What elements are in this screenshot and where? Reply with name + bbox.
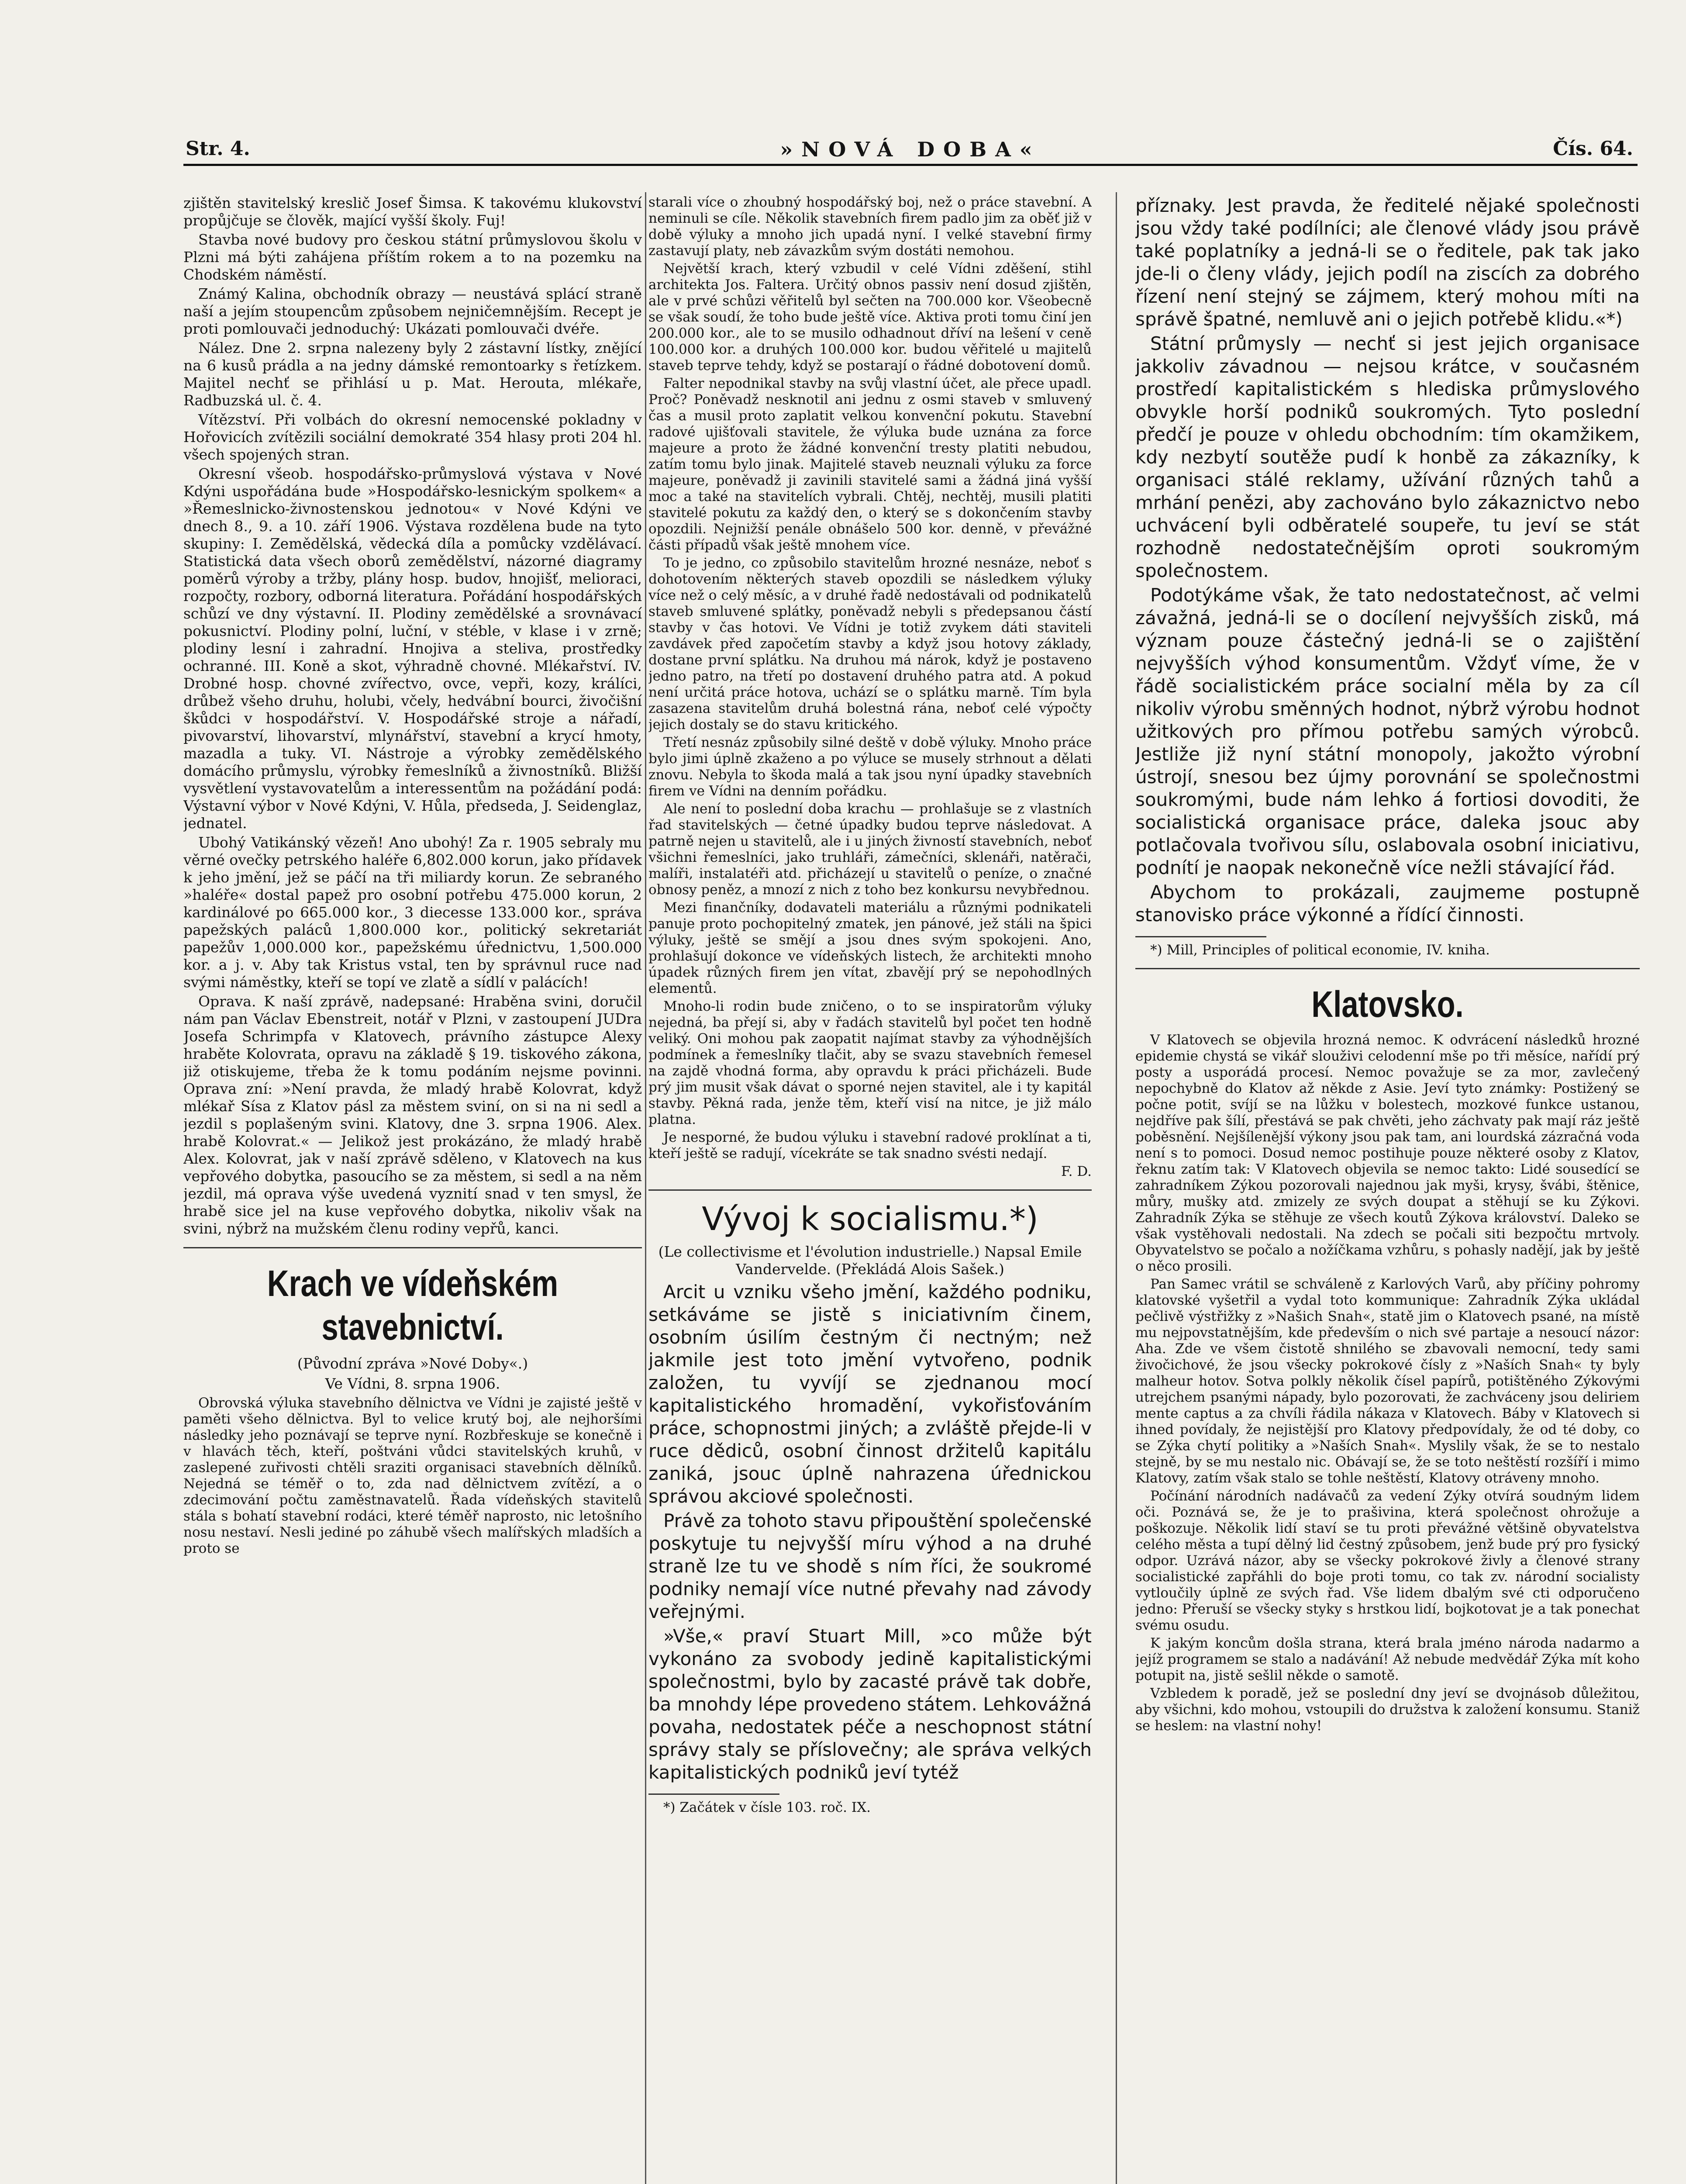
article-paragraph: Falter nepodnikal stavby na svůj vlastní účet, ale přece upadl. Proč? Poněvadž nesknotil ani jednu z osmi staveb v smluvený čas a musil proto zaplatit velkou konvenční pokutu. Stavební radové ujišťovali stavitele, že výluka bude uznána za force majeure a proto že žádné konvenční tresty platiti nebudou, zatím tomu bylo jinak. Majitelé staveb neuznali výluku za force majeure, poněvadž ji zavinili stavitelé sami a žádná jiná vyšší moc a také na stavitelích vybrali. Chtěj, nechtěj, musili platiti stavitelé pokutu za každý den, o který se s dokončením stavby opozdili. Nejnižší penále obnášelo 500 kor. denně, v převážné části případů však ještě mnohem více. (648, 376, 1092, 553)
news-item: Vzbledem k poradě, jež se poslední dny jeví se dvojnásob důležitou, aby všichni, kdo mohou, vstoupili do družstva k založení konsumu. Staniž se heslem: na vlastní nohy! (1135, 1686, 1640, 1734)
column-rule (645, 192, 646, 2184)
article-heading: Krach ve vídeňském stavebnictví. (267, 1263, 559, 1348)
news-item: Známý Kalina, obchodník obrazy — neustává splácí straně naší a jejím stoupencům způsobem nejničemnějším. Recept je proti pomlouvači jednoduchý: Ukázati pomlouvači dvéře. (183, 285, 642, 337)
news-item: K jakým koncům došla strana, která brala jméno národa nadarmo a jejíž programem se stalo a nadávání! Až nebude medvědář Zýka mít koho potupit na, jistě sešlil někde o samotě. (1135, 1635, 1640, 1683)
page-number: Str. 4. (186, 138, 250, 160)
article-paragraph: Arcit u vzniku všeho jmění, každého podniku, setkáváme se jistě s iniciativním činem, osobním úsilím čestným či nectným; než jakmile jest toto jmění vytvořeno, podnik založen, tu vyvíjí se zjednanou mocí kapitalistického hromadění, vykořisťováním práce, schopnostmi jiných; a zvláště přejde-li v ruce dědiců, osobní činnost držitelů kapitálu zaniká, jsouc úplně nahrazena úřednickou správou akciové společnosti. (648, 1281, 1092, 1507)
article-paragraph: Třetí nesnáz způsobily silné deště v době výluky. Mnoho práce bylo jimi úplně zkaženo a po výluce se musely strhnout a dělati znovu. Nebyla to škoda malá a tak jsou nyní úpadky stavebních firem ve Vídni na denním pořádku. (648, 735, 1092, 799)
news-item: V Klatovech se objevila hrozná nemoc. K odvrácení následků hrozné epidemie chystá se vikář slouživi celodenní mše po tři měsíce, nařídí prý posty a usporádá procesí. Nemoc považuje se za mor, zavlečený nepochybně do Klatov až někde z Asie. Jeví tyto známky: Postižený se počne potit, svíjí se na lůžku v bolestech, mozkové funkce ustanou, nejdříve pak šílí, přestává se pak chvěti, jeho záchvaty pak mají ráz ještě poběsnění. Nejšílenější výkony jsou pak tam, ani lourdská zázračná voda není s to pomoci. Dosud nemoc postihuje pouze některé osoby z Klatov, řeknu zatím tak: V Klatovech objevila se nemoc takto: Lidé sousedící se zahradníkem Zýkou pozorovali najednou jak myši, krysy, švábi, štěnice, můry, mušky atd. zmizely ze svých doupat a stěhují se ku Zýkovi. Zahradník Zýka se stěhuje ze všech koutů Zýkova království. Daleko se však vystěhovali nedostali. Na zdech se počali siti bezpočtu mrtvoly. Obyvatelstvo se počalo a nožíčkama vzhůru, s pohasly nadějí, jak by ještě o něco prosili. (1135, 1032, 1640, 1274)
news-item: Počínání národních nadávačů za vedení Zýky otvírá soudným lidem oči. Poznává se, že je to prašivina, která společnost ohrožuje a poškozuje. Několik lidí staví se tu proti převážné většině obyvatelstva celého města a tupí dělný lid čestný způsobem, jenž bude prý pro fysický odpor. Uzrává názor, aby se všecky pokrokové živly a členové strany socialistické zapřáhli do boje proti tomu, co tak zv. národní socialisty vytloučily úplně ze svých řad. Vše lidem dbalým své cti odporučeno jedno: Přeruší se všecky styky s hrstkou lidí, bojkotovat je a tak ponechat svému osudu. (1135, 1488, 1640, 1633)
news-item: Vítězství. Při volbách do okresní nemocenské pokladny v Hořovicích zvítězili sociální demokraté 354 hlasy proti 204 hl. všech spojených stran. (183, 411, 642, 463)
footnote-divider (1135, 936, 1266, 937)
article-source: (Původní zpráva »Nové Doby«.) (297, 1355, 528, 1372)
article-paragraph: Mezi finančníky, dodavateli materiálu a různými podnikateli panuje proto pochopitelný zmatek, jen pánové, jež stáli na špici výluky, ještě se smějí a jsou dnes svým spokojeni. Ano, prohlašují dokonce ve vídeňských listech, že architekti mnoho úpadek různých firem jen vítat, zbavějí prý se nepohodlných elementů. (648, 900, 1092, 996)
section-divider (648, 1189, 1092, 1191)
article-paragraph: Mnoho-li rodin bude zničeno, o to se inspiratorům výluky nejedná, ba přejí si, aby v řadách stavitelů byl počet ten hodně veliký. Oni mohou pak zaopatit najímat stavby za výhodnějších podmínek a řemeslníky tlačit, aby se svazu stavebních řemesel na zajdě vhodná forma, aby opravdu k práci přicházeli. Bude prý jim musit však dávat o sporné nejen stavitel, ale i ty kapitál stavby. Pěkná rada, jenže těm, kteří visí na nitce, je již málo platna. (648, 999, 1092, 1127)
article-paragraph: Státní průmysly — nechť si jest jejich organisace jakkoliv závadnou — nejsou krátce, v současném prostředí kapitalistickém s hlediska průmyslového obvykle horší podniků soukromých. Tyto poslední předčí je pouze v ohledu obchodním: tím okamžikem, kdy nezbytí soutěže pudí k honbě za zákazníky, k organisaci stálé reklamy, užívání různých tahů a mrhání penězi, aby zachováno bylo zákaznictvo nebo uchvácení byli odběratelé soupeře, tu jeví se stát rozhodně nedostatečnějším oproti soukromým společnostem. (1135, 333, 1640, 581)
article-paragraph: příznaky. Jest pravda, že ředitelé nějaké společnosti jsou vždy také podílníci; ale členové vlády jsou právě také poplatníky a jedná-li se o ředitele, pak tak jako jde-li o členy vlády, jejich podíl na ziscích za dobrého řízení není stejný se zájmem, který mohou míti na správě špatné, nemluvě ani o jejich potřebě klidu.«*) (1135, 195, 1640, 330)
news-item: Stavba nové budovy pro českou státní průmyslovou školu v Plzni má býti zahájena příštím rokem a to na pozemku na Chodském náměstí. (183, 231, 642, 283)
article-paragraph: Ale není to poslední doba krachu — prohlašuje se z vlastních řad stavitelských — četné úpadky budou teprve následovat. A patrně nejen u stavitelů, ale i u jiných živností stavebních, neboť všichni řemeslníci, jako truhláři, zámečníci, sklenáři, natěrači, malíři, instalatéři atd. přicházejí u stavitelů o peníze, o značné obnosy peněz, a mnozí z nich z toho bez konkursu nevybřednou. (648, 801, 1092, 898)
article-paragraph: Abychom to prokázali, zaujmeme postupně stanovisko práce výkonné a řídící činnosti. (1135, 881, 1640, 926)
column-middle (648, 194, 1092, 2184)
column-rule (1116, 192, 1117, 2184)
article-paragraph: »Vše,« praví Stuart Mill, »co může být vykonáno za svobody jedině kapitalistickými společnostmi, bylo by zacasté právě tak dobře, ba mnohdy lépe provedeno státem. Lehkovážná povaha, nedostatek péče a neschopnost státní správy staly se příslovečny; ale správa velkých kapitalistických podniků jeví tytéž (648, 1625, 1092, 1783)
news-item: Pan Samec vrátil se schváleně z Karlových Varů, aby příčiny pohromy klatovské vyšetřil a vydal toto kommunique: Zahradník Zýka ukládal pečlivě výstřižky z »Našich Snah«, statě jim o Klatovech psané, na místě mu nejpovstatnějším, kde především o nich své partaje a nesoucí názor: Aha. Zde ve všem čistotě shnilého se zbavovali nemocní, tedy sami živočichové, že jsou všecky pokrokové čísly z »Naších Snah« ty byly malheur hotov. Sotva polkly několik čísel papírů, potištěného Zýkovými utrejchem psanými nápady, bylo pozorovati, že zachváceny jsou deliriem mente captus a za chvíli řádila nákaza v Klatovech. Báby v Klatovech si ihned povídaly, že nejistější pro Klatovy předpovídaly, že od té doby, co se Zýka chytí politiky a »Naších Snah«. Myslily však, že se to nestalo stejně, by se mu nestalo nic. Obávají se, že se toto neštěstí rozšíří i mimo Klatovy, zatím však stalo se tohle neštěstí, Klatovy otráveny mnoho. (1135, 1276, 1640, 1486)
section-divider (1135, 968, 1640, 969)
news-item: Oprava. K naší zprávě, nadepsané: Hraběna svini, doručil nám pan Václav Ebenstreit, notář v Plzni, v zastoupení JUDra Josefa Schrimpfa v Klatovech, právního zástupce Alexy hraběte Kolovrata, opravu na základě § 19. tiskového zákona, již otiskujeme, třeba že k tomu podáním nejsme povinni. Oprava zní: »Není pravda, že mladý hrabě Kolovrat, když mlékař Sísa z Klatov pásl za městem sviní, on si na ni sedl a jezdil s poplašeným svini. Klatovy, dne 3. srpna 1906. Alex. hrabě Kolovrat.« — Jelikož jest prokázáno, že mladý hrabě Alex. Kolovrat, jak v naší zprávě sděleno, v Klatovech na kus vepřového dobytka, pasoucího se za městem, si sedl a na něm jezdil, má oprava výše uvedená vyznití snad v ten smysl, že hrabě sice jel na kuse vepřového dobytka, nikoliv však na svini, nýbrž na mužském členu rodiny vepřů, kanci. (183, 993, 642, 1237)
article-paragraph: To je jedno, co způsobilo stavitelům hrozné nesnáze, neboť s dohotovením některých staveb opozdili se následkem výluky více než o celý měsíc, a v druhé řadě nedostávali od podnikatelů staveb smluvené splátky, poněvadž nebyli s předepsanou částí stavby v čas hotovi. Ve Vídni je totiž zvykem dáti staviteli zavdávek před započetím stavby a když jsou hotovy základy, dostane první splátku. Na druhou má nárok, když je postaveno jedno patro, na třetí po dostavení druhého patra atd. A pokud není určitá práce hotova, uchází se o splátku marně. Tím byla zasazena stavitelům druhá bolestná rána, neboť celé výpočty jejich dostaly se do stavu kritického. (648, 555, 1092, 733)
footnote: *) Mill, Principles of political economie, IV. kniha. (1150, 942, 1490, 958)
article-subtitle: (Le collectivisme et l'évolution industrielle.) Napsal Emile Vandervelde. (Překládá Alois Sašek.) (658, 1243, 1082, 1278)
masthead-title: »NOVÁ DOBA« (780, 138, 1041, 161)
section-heading: Klatovsko. (1311, 984, 1464, 1025)
article-paragraph: starali více o zhoubný hospodářský boj, než o práce stavební. A neminuli se cíle. Několik stavebních firem padlo jim za oběť již v době výluky a mnoho jich upadá nyní. I velké stavební firmy zastavují platy, neb závazkům svým dostáti nemohou. (648, 194, 1092, 259)
news-item: Nález. Dne 2. srpna nalezeny byly 2 zástavní lístky, znějící na 6 kusů prádla a na jedny dámské remontoarky s řetízkem. Majitel nechť se přihlásí u p. Mat. Herouta, mlékaře, Radbuzská ul. č. 4. (183, 339, 642, 409)
section-divider (183, 1247, 642, 1248)
page-header (183, 138, 1638, 166)
news-item: Ubohý Vatikánský vězeň! Ano ubohý! Za r. 1905 sebraly mu věrné ovečky petrského haléře 6,802.000 korun, jako přídavek k jeho jmění, jež se páčí na tři miliardy korun. Ze sebraného »haléře« dostal papež pro osobní potřebu 475.000 korun, 2 kardinálové po 665.000 kor., 3 diecesse 133.000 kor., správa papežských paláců 1,800.000 kor., politický sekretariát papežův 1,000.000 kor., papežskému úřednictvu, 1,500.000 kor. a j. v. Aby tak Kristus vstal, ten by správnul ruce nad svými náměstky, kteří se topí ve zlatě a sídlí v palácích! (183, 834, 642, 991)
footnote: *) Začátek v čísle 103. roč. IX. (663, 1800, 871, 1815)
article-paragraph: Podotýkáme však, že tato nedostatečnost, ač velmi závažná, jedná-li se o docílení nejvyšších zisků, má význam pouze částečný jedná-li se o zajištění nejvyšších výhod konsumentům. Vždyť víme, že v řádě socialistickém práce socialní měla by za cíl nikoliv výrobu směnných hodnot, nýbrž výrobu hodnot užitkových pro přímou potřebu samých výrobců. Jestliže již nyní státní monopoly, jakožto výrobní ústrojí, snesou bez újmy porovnání se společnostmi soukromými, bude nám lehko á fortiosi dovoditi, že socialistická organisace práce, daleka jsouc aby potlačovala tvořivou sílu, oslabovala osobní iniciativu, podnítí je naopak nekonečně více nežli stávající řád. (1135, 584, 1640, 878)
news-item: Okresní všeob. hospodářsko-průmyslová výstava v Nové Kdýni uspořádána bude »Hospodářsko-lesnickým spolkem« a »Řemeslnicko-živnostenskou jednotou« v Nové Kdýni ve dnech 8., 9. a 10. září 1906. Výstava rozdělena bude na tyto skupiny: I. Zemědělská, vědecká díla a pomůcky vzdělávací. Statistická data všech oborů zemědělství, názorné diagramy poměrů výroby a tržby, plány hosp. budov, hnojišť, melioraci, rozpočty, rozbory, odborná literatura. Pořádání hospodářských schůzí ve dny výstavní. II. Plodiny zemědělské a srovnávací pokusnictví. Plodiny polní, luční, v stéble, v klase i v zrně; plodiny lesní i zahradní. Hnojiva a steliva, prostředky ochranné. III. Koně a skot, výhradně chovné. Mlékařství. IV. Drobné hosp. chovné zvířectvo, ovce, vepři, kozy, králíci, drůbež všeho druhu, holubi, včely, hedvábní bourci, živočišní škůdci v hospodářství. V. Hospodářské stroje a nářadí, pivovarství, lihovarství, mlynářství, stavební a krycí hmoty, mazadla a tuky. VI. Nástroje a výrobky zemědělského domácího průmyslu, výrobky řemeslníků a živnostníků. Bližší vysvětlení vystavovatelům a interessentům na požádání podá: Výstavní výbor v Nové Kdýni, V. Hůla, předseda, J. Seidenglaz, jednatel. (183, 465, 642, 832)
article-paragraph: Největší krach, který vzbudil v celé Vídni zděšení, stihl architekta Jos. Faltera. Určitý obnos passiv není dosud zjištěn, ale v prvé schůzi věřitelů byl sečten na 700.000 kor. Všeobecně se však soudí, že toho bude ještě více. Aktiva proti tomu činí jen 200.000 kor., ale to se musilo odhadnout dříví na lešení v ceně 100.000 kor. a druhých 100.000 kor. budou věřitelé u majitelů staveb teprve tehdy, když se postarají o řádné dobotovení domů. (648, 261, 1092, 373)
column-right (1135, 194, 1640, 2184)
article-heading: Vývoj k socialismu.*) (702, 1200, 1038, 1238)
news-item: zjištěn stavitelský kreslič Josef Šimsa. K takovému klukovství propůjčuje se člověk, mající vyšší školy. Fuj! (183, 194, 642, 229)
footnote-divider (648, 1794, 779, 1795)
issue-number: Čís. 64. (1553, 138, 1633, 160)
article-paragraph: Je nesporné, že budou výluku i stavební radové proklínat a ti, kteří ještě se radují, vícekráte se tak snadno svésti nedají. (648, 1130, 1092, 1161)
article-dateline: Ve Vídni, 8. srpna 1906. (325, 1375, 500, 1392)
article-paragraph: Právě za tohoto stavu připouštění společenské poskytuje tu nejvyšší míru výhod a na druhé straně lze tu ve shodě s ním říci, že soukromé podniky nemají více nutné převahy nad závody veřejnými. (648, 1510, 1092, 1622)
article-signature: F. D. (1061, 1164, 1092, 1179)
column-left (183, 194, 642, 2184)
article-paragraph: Obrovská výluka stavebního dělnictva ve Vídni je zajisté ještě v paměti všeho dělnictva. Byl to velice krutý boj, ale nejhoršími následky jeho poznávají se teprve nyní. Rozbřeskuje se konečně i v hlavách těch, kteří, poštváni vůdci stavitelských kruhů, v zaslepené zuřivosti chtěli sraziti organisaci stavebních dělníků. Nejedná se téměř o to, zda nad dělnictvem zvítězí, a o zdecimování počtu zaměstnavatelů. Řada vídeňských stavitelů stála s bohatí stavební rodáci, které téměř naprosto, nic letošního nosu nestaví. Nesli jediné po záhubě všech malířských mladších a proto se (183, 1395, 642, 1556)
